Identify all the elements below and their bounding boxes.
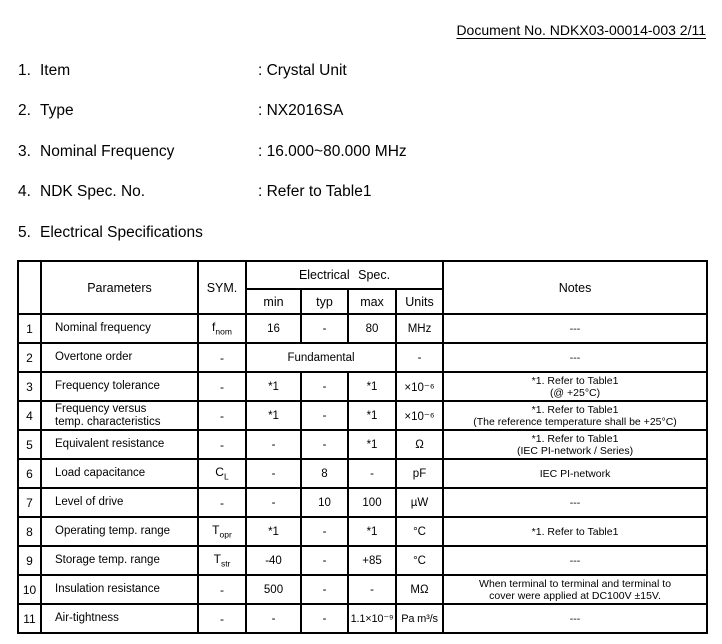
symbol-base: - (220, 350, 224, 365)
item-label: Type (40, 102, 74, 119)
min-cell: *1 (246, 401, 301, 430)
typ-cell: - (301, 604, 348, 633)
header-typ: typ (301, 289, 348, 314)
row-number-cell: 3 (18, 372, 41, 401)
parameter-line: Operating temp. range (55, 525, 171, 537)
row-number-cell: 2 (18, 343, 41, 372)
row-number-cell: 1 (18, 314, 41, 343)
symbol-cell (198, 372, 246, 401)
symbol-base: T (212, 523, 220, 538)
note-line: (@ +25°C) (549, 386, 601, 399)
item-number: 1. (18, 62, 31, 79)
typ-cell: - (301, 401, 348, 430)
notes-cell (443, 604, 707, 633)
notes-cell (443, 372, 707, 401)
notes-cell (443, 430, 707, 459)
header-units: Units (396, 289, 443, 314)
min-cell: - (246, 604, 301, 633)
row-number-cell: 8 (18, 517, 41, 546)
item-number: 2. (18, 102, 31, 119)
units-cell: MHz (396, 314, 443, 343)
symbol-base: - (220, 408, 224, 423)
item-number: 3. (18, 143, 31, 160)
note-line: *1. Refer to Table1 (531, 374, 619, 387)
note-line: --- (569, 554, 581, 567)
typ-cell: - (301, 546, 348, 575)
table-row (18, 604, 707, 633)
note-line: cover were applied at DC100V ±15V. (489, 589, 661, 602)
row-number-cell: 11 (18, 604, 41, 633)
row-number-cell: 9 (18, 546, 41, 575)
symbol-base: C (215, 465, 224, 480)
row-number-cell: 4 (18, 401, 41, 430)
max-cell: 1.1×10⁻⁹ (348, 604, 396, 633)
symbol-cell (198, 401, 246, 430)
min-cell: 500 (246, 575, 301, 604)
min-cell: - (246, 430, 301, 459)
typ-cell: - (301, 575, 348, 604)
item-value: : Refer to Table1 (258, 183, 372, 200)
table-row (18, 575, 707, 604)
typ-cell: - (301, 314, 348, 343)
symbol-base: - (220, 611, 224, 626)
row-number-cell: 7 (18, 488, 41, 517)
notes-cell (443, 401, 707, 430)
parameter-cell (41, 517, 198, 546)
max-cell: 100 (348, 488, 396, 517)
row-number-cell: 10 (18, 575, 41, 604)
notes-cell (443, 575, 707, 604)
symbol-cell (198, 488, 246, 517)
parameter-line: Equivalent resistance (55, 438, 165, 450)
max-cell: - (348, 459, 396, 488)
notes-cell (443, 459, 707, 488)
symbol-cell (198, 343, 246, 372)
item-number: 5. (18, 224, 31, 241)
notes-cell (443, 517, 707, 546)
symbol-cell (198, 604, 246, 633)
parameter-line: Storage temp. range (55, 554, 160, 566)
symbol-cell (198, 546, 246, 575)
min-cell: - (246, 459, 301, 488)
table-row (18, 343, 707, 372)
parameter-line: temp. characteristics (55, 415, 161, 428)
parameter-cell (41, 401, 198, 430)
parameter-line: Frequency versus (55, 402, 147, 415)
parameter-line: Level of drive (55, 496, 124, 508)
item-value: : 16.000~80.000 MHz (258, 143, 407, 160)
symbol-sub: str (220, 558, 231, 569)
notes-cell (443, 343, 707, 372)
item-label: NDK Spec. No. (40, 183, 146, 200)
parameter-cell (41, 546, 198, 575)
max-cell: *1 (348, 430, 396, 459)
symbol-cell (198, 430, 246, 459)
table-row (18, 401, 707, 430)
note-line: --- (569, 322, 581, 335)
typ-cell: - (301, 517, 348, 546)
note-line: When terminal to terminal and terminal to (479, 577, 672, 590)
document-number: Document No. NDKX03-00014-003 2/11 (456, 22, 706, 38)
list-item-nominal-frequency (18, 142, 712, 161)
header-max: max (348, 289, 396, 314)
parameter-cell (41, 488, 198, 517)
table-row (18, 372, 707, 401)
parameter-cell (41, 430, 198, 459)
table-row (18, 517, 707, 546)
item-label: Nominal Frequency (40, 143, 175, 160)
note-line: (The reference temperature shall be +25°C) (473, 415, 677, 428)
table-row (18, 459, 707, 488)
symbol-base: - (220, 379, 224, 394)
table-row (18, 546, 707, 575)
symbol-base: f (212, 320, 216, 335)
max-cell: *1 (348, 401, 396, 430)
header-electrical-spec: Electrical Spec. (246, 261, 443, 289)
item-number: 4. (18, 183, 31, 200)
symbol-base: - (220, 582, 224, 597)
typ-cell: 10 (301, 488, 348, 517)
header-notes: Notes (443, 261, 707, 314)
symbol-cell (198, 459, 246, 488)
parameter-line: Nominal frequency (55, 322, 151, 334)
notes-cell (443, 488, 707, 517)
parameter-line: Insulation resistance (55, 583, 160, 595)
symbol-cell (198, 314, 246, 343)
units-cell: µW (396, 488, 443, 517)
parameter-cell (41, 459, 198, 488)
list-item-item (18, 61, 712, 80)
min-cell: 16 (246, 314, 301, 343)
row-number-cell: 5 (18, 430, 41, 459)
electrical-spec-table (17, 260, 708, 634)
header-row-number (18, 261, 41, 314)
max-cell: *1 (348, 372, 396, 401)
units-cell: pF (396, 459, 443, 488)
table-row (18, 430, 707, 459)
symbol-sub: opr (219, 529, 232, 540)
note-line: *1. Refer to Table1 (531, 403, 619, 416)
parameter-line: Overtone order (55, 351, 133, 363)
parameter-cell (41, 314, 198, 343)
header-min: min (246, 289, 301, 314)
min-cell: -40 (246, 546, 301, 575)
units-cell: Ω (396, 430, 443, 459)
row-number-cell: 6 (18, 459, 41, 488)
list-item-type (18, 101, 712, 120)
parameter-line: Load capacitance (55, 467, 146, 479)
units-cell: - (396, 343, 443, 372)
units-cell: °C (396, 517, 443, 546)
parameter-cell (41, 604, 198, 633)
note-line: *1. Refer to Table1 (531, 432, 619, 445)
symbol-sub: nom (215, 326, 232, 337)
units-cell: ×10⁻⁶ (396, 401, 443, 430)
item-label: Item (40, 62, 71, 79)
typ-cell: 8 (301, 459, 348, 488)
min-cell: - (246, 488, 301, 517)
max-cell: - (348, 575, 396, 604)
units-cell: MΩ (396, 575, 443, 604)
max-cell: +85 (348, 546, 396, 575)
min-cell: *1 (246, 372, 301, 401)
symbol-sub: L (223, 471, 229, 482)
header-sym: SYM. (198, 261, 246, 314)
note-line: (IEC PI-network / Series) (516, 444, 634, 457)
note-line: --- (569, 351, 581, 364)
list-item-electrical-specifications (18, 223, 712, 242)
parameter-cell (41, 372, 198, 401)
header-parameters: Parameters (41, 261, 198, 314)
typ-cell: - (301, 372, 348, 401)
table-row (18, 488, 707, 517)
note-line: *1. Refer to Table1 (531, 525, 619, 538)
units-cell: °C (396, 546, 443, 575)
note-line: IEC PI-network (539, 467, 611, 480)
item-value: : NX2016SA (258, 102, 344, 119)
symbol-cell (198, 517, 246, 546)
parameter-line: Frequency tolerance (55, 380, 160, 392)
units-cell: Pa m³/s (396, 604, 443, 633)
typ-cell: - (301, 430, 348, 459)
list-item-ndk-spec-no (18, 182, 712, 201)
symbol-base: - (220, 495, 224, 510)
note-line: --- (569, 496, 581, 509)
item-label: Electrical Specifications (40, 224, 203, 241)
max-cell: *1 (348, 517, 396, 546)
note-line: --- (569, 612, 581, 625)
item-value: : Crystal Unit (258, 62, 347, 79)
min-cell: *1 (246, 517, 301, 546)
symbol-base: - (220, 437, 224, 452)
fundamental-cell: Fundamental (246, 343, 396, 372)
symbol-base: T (213, 552, 221, 567)
notes-cell (443, 314, 707, 343)
notes-cell (443, 546, 707, 575)
symbol-cell (198, 575, 246, 604)
table-row (18, 314, 707, 343)
units-cell: ×10⁻⁶ (396, 372, 443, 401)
parameter-cell (41, 343, 198, 372)
max-cell: 80 (348, 314, 396, 343)
parameter-cell (41, 575, 198, 604)
parameter-line: Air-tightness (55, 612, 119, 624)
